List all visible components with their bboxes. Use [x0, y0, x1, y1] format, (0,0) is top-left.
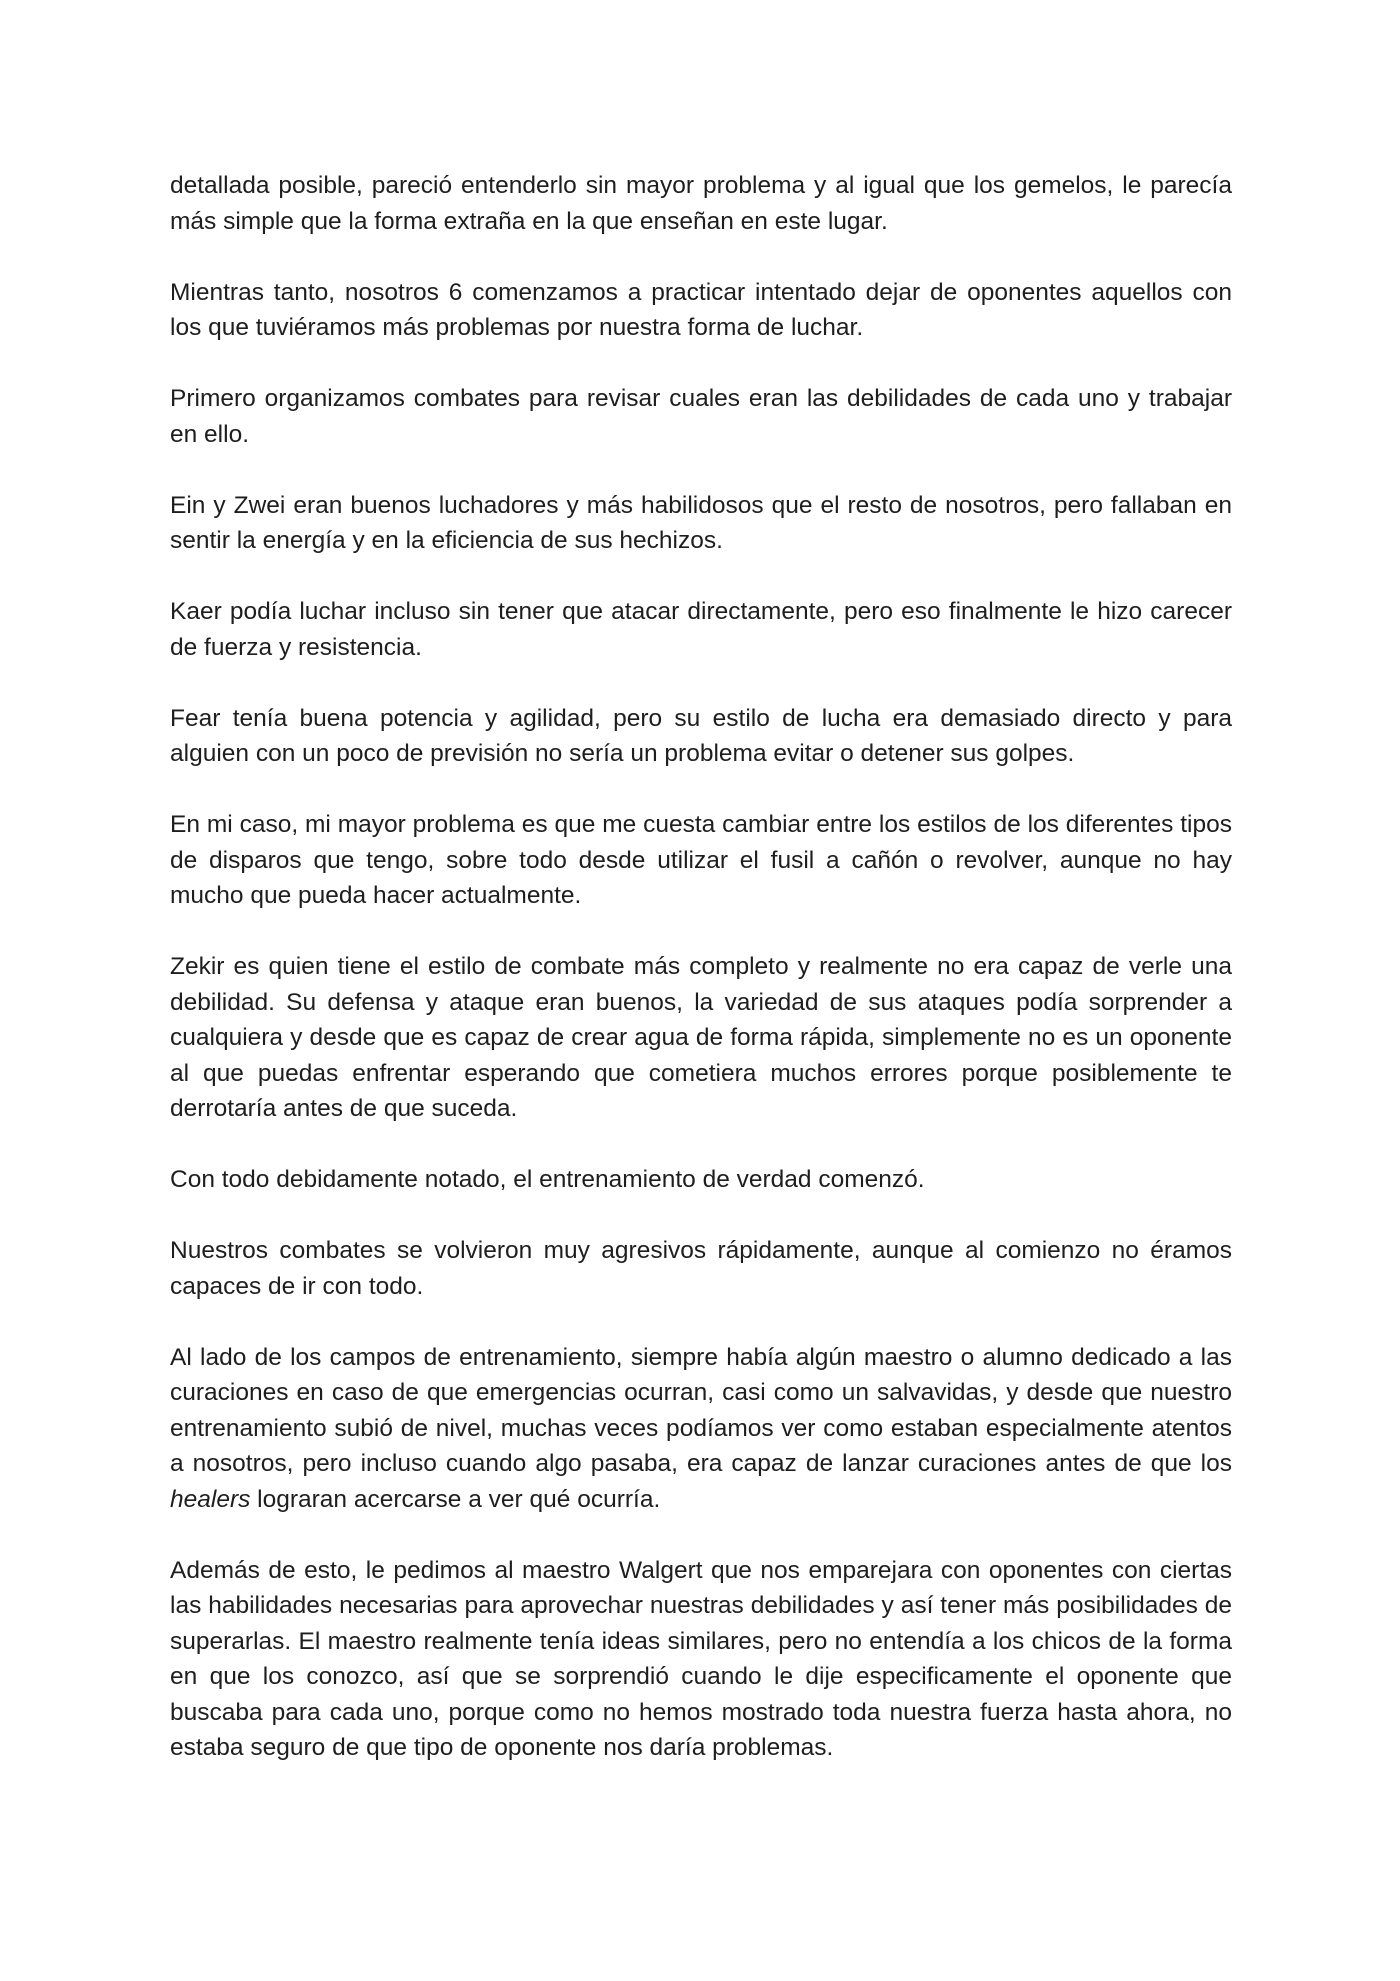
- paragraph-5: Kaer podía luchar incluso sin tener que atacar directamente, pero eso finalmente le hizo carecer de fuerza y resistencia.: [170, 598, 1232, 661]
- paragraph-3: Primero organizamos combates para revisar cuales eran las debilidades de cada uno y trabajar en ello.: [170, 385, 1232, 448]
- paragraph-11-text-before: Al lado de los campos de entrenamiento, siempre había algún maestro o alumno dedicado a las curaciones en caso de que emergencias ocurran, casi como un salvavidas, y desde que nuestro entrenamiento subió de nivel, muchas veces podíamos ver como estaban especialmente atentos a nosotros, pero incluso cuando algo pasaba, era capaz de lanzar curaciones antes de que los: [170, 1343, 1232, 1477]
- healers-italic-text: healers: [170, 1485, 251, 1513]
- paragraph-6: Fear tenía buena potencia y agilidad, pero su estilo de lucha era demasiado directo y para alguien con un poco de previsión no sería un problema evitar o detener sus golpes.: [170, 704, 1232, 767]
- paragraph-10: Nuestros combates se volvieron muy agresivos rápidamente, aunque al comienzo no éramos capaces de ir con todo.: [170, 1237, 1232, 1300]
- paragraph-11-text-after: lograran acercarse a ver qué ocurría.: [250, 1485, 661, 1513]
- paragraph-12: Además de esto, le pedimos al maestro Walgert que nos emparejara con oponentes con ciertas las habilidades necesarias para aprovechar nuestras debilidades y así tener más posibilidades de superarlas. El maestro realmente tenía ideas similares, pero no entendía a los chicos de la forma en que los conozco, así que se sorprendió cuando le dije especificamente el oponente que buscaba para cada uno, porque como no hemos mostrado toda nuestra fuerza hasta ahora, no estaba seguro de que tipo de oponente nos daría problemas.: [170, 1556, 1232, 1761]
- paragraph-8: Zekir es quien tiene el estilo de combate más completo y realmente no era capaz de verle una debilidad. Su defensa y ataque eran buenos, la variedad de sus ataques podía sorprender a cualquiera y desde que es capaz de crear agua de forma rápida, simplemente no es un oponente al que puedas enfrentar esperando que cometiera muchos errores porque posiblemente te derrotaría antes de que suceda.: [170, 953, 1232, 1122]
- paragraph-11: [170, 1340, 1232, 1518]
- paragraph-1: detallada posible, pareció entenderlo sin mayor problema y al igual que los gemelos, le parecía más simple que la forma extraña en la que enseñan en este lugar.: [170, 172, 1232, 235]
- paragraph-4: Ein y Zwei eran buenos luchadores y más habilidosos que el resto de nosotros, pero fallaban en sentir la energía y en la eficiencia de sus hechizos.: [170, 491, 1232, 554]
- document-page: [170, 168, 1232, 1766]
- paragraph-2: Mientras tanto, nosotros 6 comenzamos a practicar intentado dejar de oponentes aquellos con los que tuviéramos más problemas por nuestra forma de luchar.: [170, 278, 1232, 341]
- paragraph-7: En mi caso, mi mayor problema es que me cuesta cambiar entre los estilos de los diferentes tipos de disparos que tengo, sobre todo desde utilizar el fusil a cañón o revolver, aunque no hay mucho que pueda hacer actualmente.: [170, 811, 1232, 909]
- paragraph-9: Con todo debidamente notado, el entrenamiento de verdad comenzó.: [170, 1166, 925, 1193]
